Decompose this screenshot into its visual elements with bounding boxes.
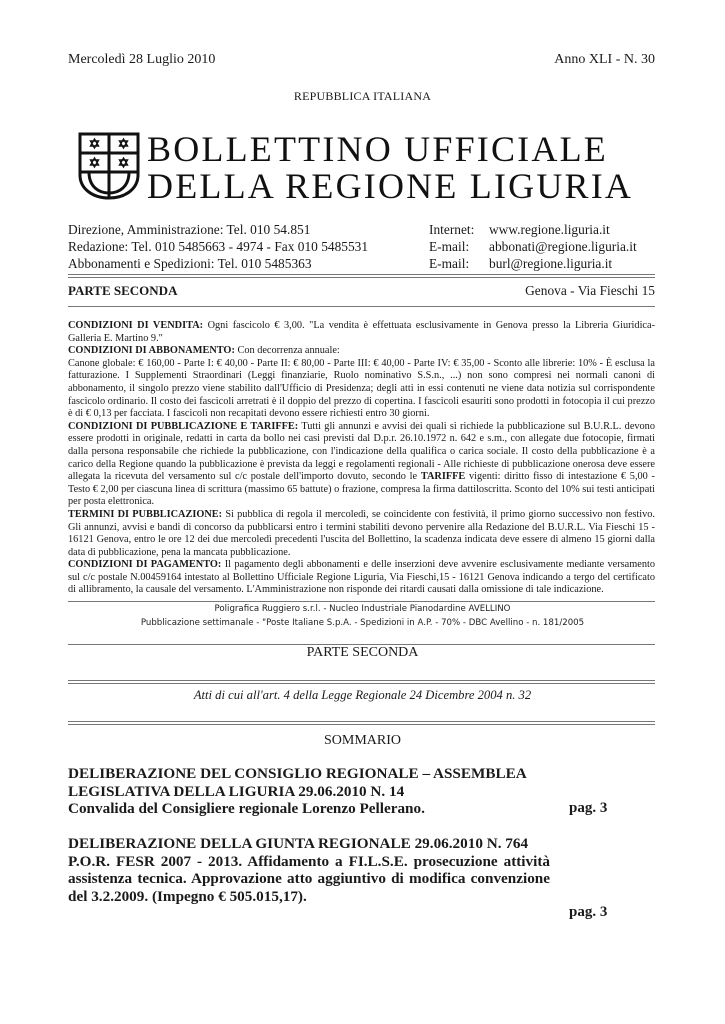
condition-heading: CONDIZIONI DI PAGAMENTO: xyxy=(68,559,222,571)
email-link-burl[interactable]: burl@regione.liguria.it xyxy=(489,256,613,271)
printer-info xyxy=(0,602,725,630)
summary-title: SOMMARIO xyxy=(323,733,401,748)
contacts-left xyxy=(68,221,368,272)
masthead-title xyxy=(147,131,657,205)
divider xyxy=(68,721,655,722)
condition-text: Con decorrenza annuale: xyxy=(234,345,340,357)
contact-abbonamenti: Abbonamenti e Spedizioni: Tel. 010 5485363 xyxy=(68,256,312,271)
printer-line-1: Poligrafica Ruggiero s.r.l. - Nucleo Industriale Pianodardine AVELLINO xyxy=(214,604,511,614)
summary-heading-line: DELIBERAZIONE DEL CONSIGLIO REGIONALE – ASSEMBLEA xyxy=(68,765,527,782)
condition-text: Ogni fascicolo € 3,00. "La vendita è effettuata esclusivamente in Genova presso la Libreria Giuridica-Galleria E. Martino 9." xyxy=(68,320,656,344)
condition-heading: CONDIZIONI DI VENDITA: xyxy=(68,320,204,331)
tariffe-keyword: TARIFFE xyxy=(420,471,466,483)
masthead-line-1: BOLLETTINO UFFICIALE xyxy=(147,129,608,169)
contact-email-abbonati xyxy=(429,238,637,255)
issue-number: Anno XLI - N. 30 xyxy=(554,52,655,67)
part-label: PARTE SECONDA xyxy=(68,283,178,298)
condition-text: vigenti: diritto fisso di intestazione € 5,00 - Testo € 2,00 per ciascuna linea di scrittura (massimo 65 battute) o frazione, compresa la firma dattiloscritta. Sconto del 10% sui testi anticipati per posta elettronica. xyxy=(68,471,655,508)
contact-redazione: Redazione: Tel. 010 5485663 - 4974 - Fax 010 5485531 xyxy=(68,239,369,254)
condition-text: Il pagamento degli abbonamenti e delle inserzioni deve avvenire esclusivamente mediante versamento sul c/c postale N.00459164 intestato al Bollettino Ufficiale Regione Liguria, Via Fieschi,15 - 16121 Genova indicando a tergo del certificato di allibramento, la causale del versamento. L'Amministrazione non risponde dei ritardi causati dalla omissione di tale indicazione. xyxy=(68,559,655,596)
contacts-right xyxy=(429,221,637,272)
part-address: Genova - Via Fieschi 15 xyxy=(525,283,655,298)
contact-email-burl xyxy=(429,255,637,272)
summary-entry[interactable] xyxy=(68,765,550,818)
summary-heading: DELIBERAZIONE DELLA GIUNTA REGIONALE 29.06.2010 N. 764 xyxy=(68,835,529,852)
divider xyxy=(68,724,655,725)
divider xyxy=(68,277,655,278)
printer-line-2: Pubblicazione settimanale - "Poste Italiane S.p.A. - Spedizioni in A.P. - 70% - DBC Avellino - n. 181/2005 xyxy=(140,618,585,628)
liguria-coat-of-arms-icon xyxy=(77,131,141,201)
divider xyxy=(68,680,655,681)
condition-canone xyxy=(68,358,655,421)
condition-pubblicazione xyxy=(68,421,655,509)
condition-heading: TERMINI DI PUBBLICAZIONE: xyxy=(68,508,223,520)
contact-direzione: Direzione, Amministrazione: Tel. 010 54.851 xyxy=(68,222,311,237)
divider xyxy=(68,306,655,307)
summary-description: P.O.R. FESR 2007 - 2013. Affidamento a FI.L.S.E. prosecuzione attività assistenza tecnica. Approvazione atto aggiuntivo di modifica convenzione del 3.2.2009. (Impegno € 505.015,17). xyxy=(68,852,550,905)
condition-abbonamento xyxy=(68,345,655,358)
condition-heading: CONDIZIONI DI ABBONAMENTO: xyxy=(68,345,235,357)
divider xyxy=(68,683,655,684)
condition-pagamento xyxy=(68,559,655,597)
section-subtitle: Atti di cui all'art. 4 della Legge Regionale 24 Dicembre 2004 n. 32 xyxy=(193,688,532,702)
contact-internet xyxy=(429,221,637,238)
masthead-line-2: DELLA REGIONE LIGURIA xyxy=(147,166,634,206)
condition-text: Tutti gli annunzi e avvisi dei quali si richiede la pubblicazione sul B.U.R.L. devono essere prodotti in originale, redatti in carta da bollo nei casi previsti dal D.p.r. 26.10.1972 n. 642 e s.m., con allegate due fotocopie, firmati dalla persona responsabile che richiede la pubblicazione, con l'indicazione della qualifica o carica sociale. Il costo della pubblicazione è a carico della Regione quando la pubblicazione è prevista da leggi e regolamenti regionali - Alle richieste di pubblicazione onerosa deve essere allegata la ricevuta del versamento sul c/c postale dell'importo dovuto, secondo le xyxy=(68,420,655,483)
condition-text: Canone globale: € 160,00 - Parte I: € 40,00 - Parte II: € 80,00 - Parte III: € 40,00 - Parte IV: € 35,00 - Sconto alle librerie: 10% - È esclusa la fatturazione. I Supplementi Straordinari (Leggi finanziarie, Ruolo nominativo S.S.n., ...) non sono compresi nei normali canoni di abbonamento, il singolo prezzo viene stabilito dall'Ufficio di Presidenza; degli atti in essi contenuti ne viene data notizia sul corrispondente fascicolo ordinario. Il costo dei fascicoli arretrati è il doppio del prezzo di copertina. I fascicoli esauriti sono prodotti in fotocopia il cui prezzo è di € 0,13 per facciata. I fascicoli non recapitati devono essere richiesti entro 30 giorni. xyxy=(68,357,655,420)
section-title: PARTE SECONDA xyxy=(306,645,419,660)
email-link-abbonati[interactable]: abbonati@regione.liguria.it xyxy=(489,239,637,254)
condition-text: Si pubblica di regola il mercoledì, se coincidente con festività, il primo giorno successivo non festivo. Gli annunzi, avvisi e bandi di concorso da pubblicarsi entro i termini stabiliti devono pervenire alla Redazione del B.U.R.L. Via Fieschi 15 - 16121 Genova, entro le ore 12 dei due mercoledì precedenti l'uscita del Bollettino, la scadenza indicata deve essere di almeno 15 giorni dalla data di pubblicazione, pena la mancata pubblicazione. xyxy=(68,508,656,558)
conditions-block xyxy=(68,320,655,597)
contact-label: Internet: xyxy=(429,222,475,237)
summary-page-ref[interactable]: pag. 3 xyxy=(569,904,608,920)
condition-vendita xyxy=(68,320,655,345)
contact-label: E-mail: xyxy=(429,256,470,271)
condition-termini xyxy=(68,509,655,559)
summary-entry[interactable] xyxy=(68,835,550,905)
website-link[interactable]: www.regione.liguria.it xyxy=(489,222,610,237)
condition-heading: CONDIZIONI DI PUBBLICAZIONE E TARIFFE: xyxy=(68,420,299,432)
contact-label: E-mail: xyxy=(429,239,470,254)
summary-description: Convalida del Consigliere regionale Lorenzo Pellerano. xyxy=(68,800,425,818)
summary-heading-line: LEGISLATIVA DELLA LIGURIA 29.06.2010 N. 14 xyxy=(68,782,405,800)
summary-page-ref[interactable]: pag. 3 xyxy=(569,800,608,816)
issue-date: Mercoledì 28 Luglio 2010 xyxy=(68,52,216,67)
divider xyxy=(68,274,655,275)
republic-label: REPUBBLICA ITALIANA xyxy=(293,89,432,103)
